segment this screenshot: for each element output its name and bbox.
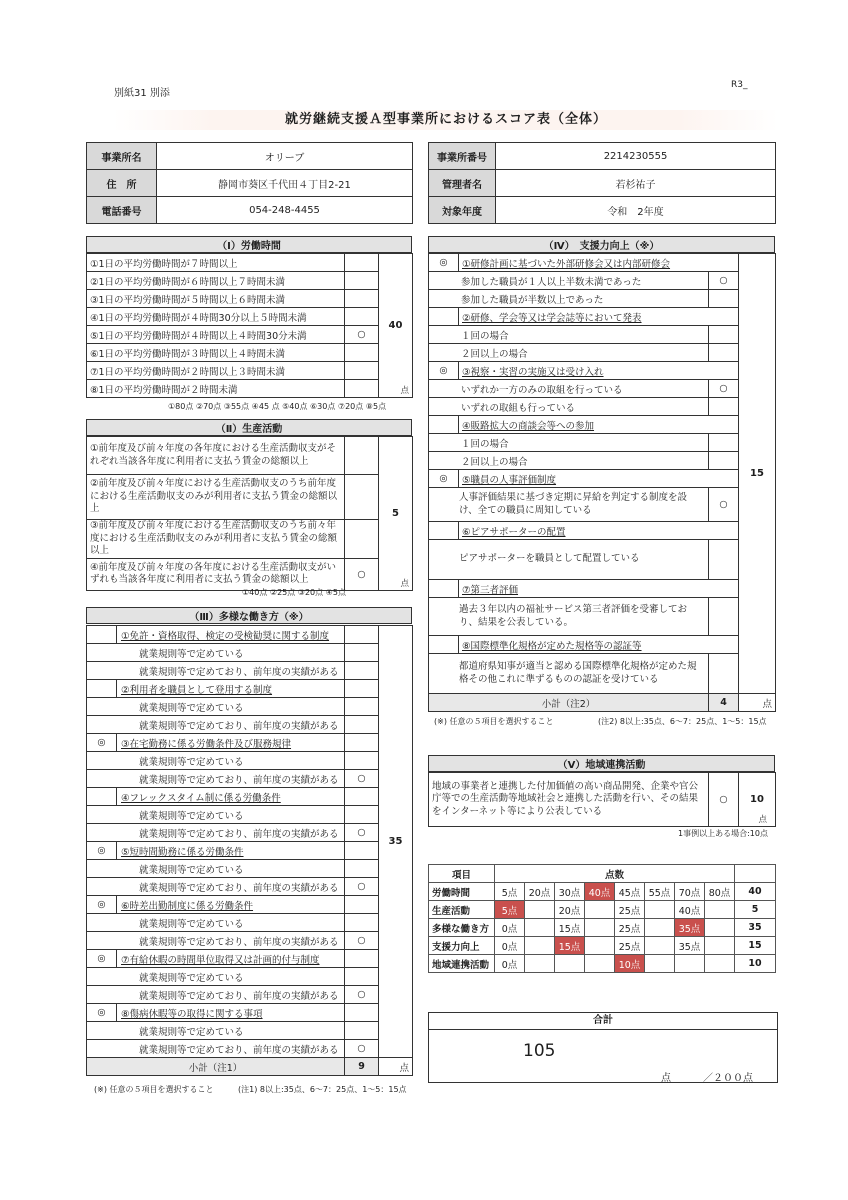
s1-row [87,344,413,362]
grid-cell [645,919,675,937]
s4-option-mark [709,540,739,580]
s4-option-label: いずれの取組も行っている [429,398,709,416]
s3-option-row [87,986,413,1004]
office-no-label: 事業所番号 [429,143,496,170]
s3-group-blank [345,626,379,644]
s2-row [87,520,413,559]
grid-cell: 5点 [495,901,525,919]
s4-row-label: ①研修計画に基づいた外部研修会又は内部研修会 [459,254,739,272]
s4-score: 15 [750,468,764,479]
s4-option-mark: ○ [709,488,739,522]
grid-row-label: 労働時間 [429,883,495,901]
s2-row [87,475,413,520]
s5-title: （Ⅴ）地域連携活動 [428,755,775,772]
grid-cell [585,955,615,973]
s2-item-label: ①前年度及び前々年度の各年度における生産活動収支がそれぞれ当該各年度に利用者に支払う賃金の総額以上 [87,437,345,475]
s4-option-label: １回の場合 [429,326,709,344]
s3-group-blank [345,788,379,806]
s4-option-mark [709,654,739,694]
grid-cell: 80点 [705,883,735,901]
s4-option-mark [709,290,739,308]
grid-cell: 20点 [525,883,555,901]
s3-group-blank [345,950,379,968]
grid-cell: 40点 [585,883,615,901]
s4-row [429,434,776,452]
grid-cell: 45点 [615,883,645,901]
s3-option-mark [345,752,379,770]
s3-option-label: 就業規則等で定めている [87,698,345,716]
s3-score: 35 [388,836,403,847]
total-box [428,1012,778,1083]
s4-row-mark [429,580,459,598]
s3-option-row [87,662,413,680]
s3-unit: 点 [379,1058,413,1076]
s1-item-mark [345,308,379,326]
grid-cell [645,901,675,919]
s3-group-label: ⑦有給休暇の時間単位取得又は計画的付与制度 [117,950,345,968]
s3-option-row [87,878,413,896]
grid-cell [585,919,615,937]
s4-option-label: 都道府県知事が適当と認める国際標準化規格が定めた規格その他これに準ずるものの認証を受けている [429,654,709,694]
grid-row-score: 35 [735,919,776,937]
s3-group-label: ⑧傷病休暇等の取得に関する事項 [117,1004,345,1022]
s4-option-label: ２回以上の場合 [429,452,709,470]
s3-option-label: 就業規則等で定めている [87,806,345,824]
s4-option-label: ２回以上の場合 [429,344,709,362]
s3-group-mark: ◎ [87,842,117,860]
s1-note: ①80点 ②70点 ③55点 ④45 点 ⑤40点 ⑥30点 ⑦20点 ⑧5点 [168,402,387,411]
grid-cell [645,955,675,973]
s4-row [429,598,776,636]
s3-option-mark [345,1022,379,1040]
s3-group-head [87,1004,413,1022]
s3-option-row [87,860,413,878]
s3-option-label: 就業規則等で定めており、前年度の実績がある [87,932,345,950]
grid-cell: 40点 [675,901,705,919]
s1-row [87,308,413,326]
s3-option-row [87,644,413,662]
s4-row [429,580,776,598]
s1-score: 40 [388,320,403,331]
address-label: 住 所 [87,170,157,197]
manager-label: 管理者名 [429,170,496,197]
s3-option-mark [345,698,379,716]
s4-option-mark [709,326,739,344]
s3-group-mark: ◎ [87,896,117,914]
s2-item-mark [345,520,379,559]
grid-cell: 25点 [615,901,645,919]
s3-group-head [87,950,413,968]
s4-option-label: 過去３年以内の福祉サービス第三者評価を受審しており、結果を公表している。 [429,598,709,636]
s3-option-row [87,806,413,824]
s4-option-mark: ○ [709,272,739,290]
s2-title: （Ⅱ）生産活動 [86,419,412,436]
grid-row-label: 多様な働き方 [429,919,495,937]
s4-table [428,253,776,712]
phone: 054-248-4455 [157,197,413,224]
s3-option-label: 就業規則等で定めており、前年度の実績がある [87,878,345,896]
s1-item-label: ⑧1日の平均労働時間が２時間未満 [87,380,345,398]
s1-row [87,254,413,272]
s4-row [429,380,776,398]
grid-cell [585,901,615,919]
s3-group-label: ①免許・資格取得、検定の受検勧奨に関する制度 [117,626,345,644]
total-max: ／２００点 [703,1073,753,1084]
s4-row [429,272,776,290]
year-label: 対象年度 [429,197,496,224]
s1-item-mark [345,254,379,272]
total-label: 合計 [429,1013,777,1030]
s4-row-mark [429,522,459,540]
s4-row-label: ⑥ピアサポーターの配置 [459,522,739,540]
s3-option-label: 就業規則等で定めており、前年度の実績がある [87,770,345,788]
s4-row [429,398,776,416]
s1-item-label: ③1日の平均労働時間が５時間以上６時間未満 [87,290,345,308]
s1-item-label: ⑥1日の平均労働時間が３時間以上４時間未満 [87,344,345,362]
s4-row [429,540,776,580]
s3-option-mark: ○ [345,824,379,842]
s1-item-label: ⑤1日の平均労働時間が４時間以上４時間30分未満 [87,326,345,344]
s3-group-head [87,734,413,752]
s3-group-label: ⑤短時間勤務に係る労働条件 [117,842,345,860]
s3-group-label: ⑥時差出勤制度に係る労働条件 [117,896,345,914]
s3-option-label: 就業規則等で定めている [87,644,345,662]
s2-unit: 点 [400,578,409,589]
s2-item-mark [345,437,379,475]
s2-table [86,436,413,591]
s3-subtotal-label: 小計（注1） [87,1058,345,1076]
s3-group-head [87,896,413,914]
s3-option-row [87,932,413,950]
s4-note-left: (※) 任意の５項目を選択すること [434,717,554,726]
s3-group-mark [87,788,117,806]
s3-option-label: 就業規則等で定めている [87,860,345,878]
s3-option-label: 就業規則等で定めている [87,1022,345,1040]
s4-row [429,326,776,344]
s1-item-mark [345,272,379,290]
grid-head-item: 項目 [429,865,495,883]
s5-text: 地域の事業者と連携した付加価値の高い商品開発、企業や官公庁等での生産活動等地域社会と連携した活動を行い、その結果をインターネット等により公表している [429,773,709,827]
s3-option-mark [345,968,379,986]
grid-cell [675,955,705,973]
s3-option-mark [345,806,379,824]
s4-row [429,308,776,326]
page-title: 就労継続支援Ａ型事業所におけるスコア表（全体） [114,110,778,130]
grid-cell: 30点 [555,883,585,901]
grid-cell: 20点 [555,901,585,919]
s1-table [86,253,413,398]
s3-option-row [87,824,413,842]
s4-row-label: ⑧国際標準化規格が定めた規格等の認証等 [459,636,739,654]
s5-unit: 点 [758,815,767,825]
grid-cell: 15点 [555,919,585,937]
s4-title: （Ⅳ） 支援力向上（※） [428,236,775,253]
s4-row-mark: ◎ [429,254,459,272]
s3-group-label: ③在宅勤務に係る労働条件及び服務規律 [117,734,345,752]
grid-cell [705,937,735,955]
s3-group-head [87,788,413,806]
s3-option-mark: ○ [345,1040,379,1058]
s3-group-mark [87,680,117,698]
grid-row-score: 15 [735,937,776,955]
s3-note-right: (注1) 8以上:35点、6～7：25点、1～5：15点 [238,1085,407,1094]
s4-row-label: ②研修、学会等又は学会誌等において発表 [459,308,739,326]
s1-unit: 点 [400,386,409,396]
s4-subtotal: 4 [709,694,739,712]
s2-row [87,558,413,590]
s4-unit: 点 [739,694,776,712]
s2-item-label: ④前年度及び前々年度の各年度における生産活動収支がいずれも当該各年度に利用者に支払う賃金の総額以上 [87,558,345,590]
info-table-right [428,142,776,224]
s3-group-label: ②利用者を職員として登用する制度 [117,680,345,698]
s1-item-label: ④1日の平均労働時間が４時間30分以上５時間未満 [87,308,345,326]
s3-title: （Ⅲ）多様な働き方（※） [86,607,412,624]
s3-option-mark: ○ [345,770,379,788]
s5-selected: ○ [709,773,739,827]
s4-note-right: (注2) 8以上:35点、6～7：25点、1～5：15点 [598,717,767,726]
s4-row [429,254,776,272]
address: 静岡市葵区千代田４丁目2-21 [157,170,413,197]
s4-row [429,488,776,522]
s4-row [429,362,776,380]
s4-row-mark: ◎ [429,470,459,488]
grid-cell: 15点 [555,937,585,955]
s3-group-blank [345,734,379,752]
s1-item-mark [345,380,379,398]
s3-option-mark [345,644,379,662]
s3-option-label: 就業規則等で定めている [87,968,345,986]
s1-item-label: ①1日の平均労働時間が７時間以上 [87,254,345,272]
s3-group-head [87,626,413,644]
s4-option-mark [709,598,739,636]
s3-option-row [87,1040,413,1058]
doc-header-right: R3_ [731,80,748,90]
s1-row [87,326,413,344]
s2-item-mark: ○ [345,558,379,590]
s4-row-mark [429,308,459,326]
s3-option-label: 就業規則等で定めている [87,914,345,932]
grid-cell: 10点 [615,955,645,973]
s3-option-mark [345,716,379,734]
grid-cell: 25点 [615,937,645,955]
grid-cell [585,937,615,955]
grid-cell: 55点 [645,883,675,901]
s3-note-left: (※) 任意の５項目を選択すること [94,1085,214,1094]
s4-option-mark: ○ [709,380,739,398]
s4-row-label: ⑦第三者評価 [459,580,739,598]
s4-row [429,344,776,362]
grid-row-score: 5 [735,901,776,919]
s3-option-row [87,1022,413,1040]
s1-item-label: ⑦1日の平均労働時間が２時間以上３時間未満 [87,362,345,380]
s2-score: 5 [392,507,399,519]
manager: 若杉祐子 [496,170,776,197]
info-table-left [86,142,413,224]
total-value: 105 [523,1041,556,1061]
s2-item-label: ③前年度及び前々年度における生産活動収支のうち前々年度における生産活動収支のみが利用者に支払う賃金の総額以上 [87,520,345,559]
s3-group-blank [345,896,379,914]
s4-row [429,290,776,308]
s3-group-blank [345,842,379,860]
s4-option-label: ピアサポーターを職員として配置している [429,540,709,580]
grid-cell [555,955,585,973]
s3-option-mark [345,662,379,680]
s3-subtotal-row [87,1058,413,1076]
s3-group-blank [345,680,379,698]
s3-group-head [87,680,413,698]
s1-item-mark [345,290,379,308]
grid-row [429,919,776,937]
s3-option-label: 就業規則等で定めており、前年度の実績がある [87,1040,345,1058]
grid-cell [525,937,555,955]
grid-head-points: 点数 [495,865,735,883]
s4-row-mark [429,416,459,434]
s4-row-label: ④販路拡大の商談会等への参加 [459,416,739,434]
s1-title: （Ⅰ）労働時間 [86,236,412,253]
s3-group-mark: ◎ [87,1004,117,1022]
grid-cell: 0点 [495,937,525,955]
s1-row [87,380,413,398]
s3-option-mark: ○ [345,878,379,896]
grid-head-blank [735,865,776,883]
s3-option-row [87,752,413,770]
s3-option-row [87,914,413,932]
grid-cell: 35点 [675,937,705,955]
year: 令和 2年度 [496,197,776,224]
s3-option-label: 就業規則等で定めており、前年度の実績がある [87,716,345,734]
s4-option-mark [709,452,739,470]
s1-row [87,290,413,308]
s5-note: 1事例以上ある場合:10点 [678,829,768,838]
office-no: 2214230555 [496,143,776,170]
grid-row-label: 支援力向上 [429,937,495,955]
s4-row [429,416,776,434]
s4-row-label: ⑤職員の人事評価制度 [459,470,739,488]
s3-option-row [87,698,413,716]
grid-row-label: 生産活動 [429,901,495,919]
s1-item-mark [345,362,379,380]
s2-row [87,437,413,475]
phone-label: 電話番号 [87,197,157,224]
s4-row [429,636,776,654]
grid-cell [705,955,735,973]
s3-group-blank [345,1004,379,1022]
grid-row-label: 地域連携活動 [429,955,495,973]
s3-group-head [87,842,413,860]
grid-head-row [429,865,776,883]
s4-option-label: 人事評価結果に基づき定期に昇給を判定する制度を設け、全ての職員に周知している [429,488,709,522]
s3-option-label: 就業規則等で定めている [87,752,345,770]
s1-row [87,272,413,290]
s5-score: 10 [750,794,764,805]
s3-subtotal: 9 [345,1058,379,1076]
s3-group-mark: ◎ [87,950,117,968]
grid-row [429,901,776,919]
grid-row-score: 40 [735,883,776,901]
grid-cell [705,919,735,937]
s4-row-mark: ◎ [429,362,459,380]
s3-group-mark [87,626,117,644]
s3-table [86,625,413,1076]
s4-row [429,452,776,470]
s4-row-mark [429,636,459,654]
s3-option-mark [345,914,379,932]
s4-row [429,470,776,488]
s3-option-row [87,770,413,788]
s3-option-label: 就業規則等で定めており、前年度の実績がある [87,986,345,1004]
s1-item-label: ②1日の平均労働時間が６時間以上７時間未満 [87,272,345,290]
s4-option-label: 参加した職員が１人以上半数未満であった [429,272,709,290]
s3-option-mark: ○ [345,986,379,1004]
s1-item-mark [345,344,379,362]
grid-row [429,883,776,901]
s3-group-mark: ◎ [87,734,117,752]
s1-item-mark: ○ [345,326,379,344]
grid-cell [525,919,555,937]
grid-cell [705,901,735,919]
s2-item-mark [345,475,379,520]
s3-option-mark [345,860,379,878]
s4-subtotal-label: 小計（注2） [429,694,709,712]
s3-option-row [87,968,413,986]
s4-option-label: 参加した職員が半数以上であった [429,290,709,308]
grid-cell [525,955,555,973]
grid-row-score: 10 [735,955,776,973]
s4-option-label: いずれか一方のみの取組を行っている [429,380,709,398]
score-grid [428,864,776,973]
total-unit: 点 [661,1073,671,1084]
s2-item-label: ②前年度及び前々年度における生産活動収支のうち前年度における生産活動収支のみが利用者に支払う賃金の総額以上 [87,475,345,520]
s4-option-mark [709,434,739,452]
s2-note: ①40点 ②25点 ③20点 ④5点 [242,588,346,597]
s5-table [428,772,776,827]
s4-option-mark [709,344,739,362]
s3-option-label: 就業規則等で定めており、前年度の実績がある [87,824,345,842]
grid-cell: 70点 [675,883,705,901]
doc-header-left: 別紙31 別添 [114,88,170,99]
s1-row [87,362,413,380]
office-name-label: 事業所名 [87,143,157,170]
s3-group-label: ④フレックスタイム制に係る労働条件 [117,788,345,806]
s4-row [429,654,776,694]
s4-subtotal-row [429,694,776,712]
s4-row-label: ③視察・実習の実施又は受け入れ [459,362,739,380]
grid-cell: 5点 [495,883,525,901]
grid-cell [525,901,555,919]
office-name: オリーブ [157,143,413,170]
grid-cell: 0点 [495,955,525,973]
grid-cell [645,937,675,955]
s3-option-row [87,716,413,734]
s3-option-mark: ○ [345,932,379,950]
s4-option-label: １回の場合 [429,434,709,452]
s4-row [429,522,776,540]
s3-option-label: 就業規則等で定めており、前年度の実績がある [87,662,345,680]
grid-cell: 25点 [615,919,645,937]
grid-row [429,955,776,973]
grid-cell: 35点 [675,919,705,937]
grid-cell: 0点 [495,919,525,937]
s4-option-mark [709,398,739,416]
grid-row [429,937,776,955]
